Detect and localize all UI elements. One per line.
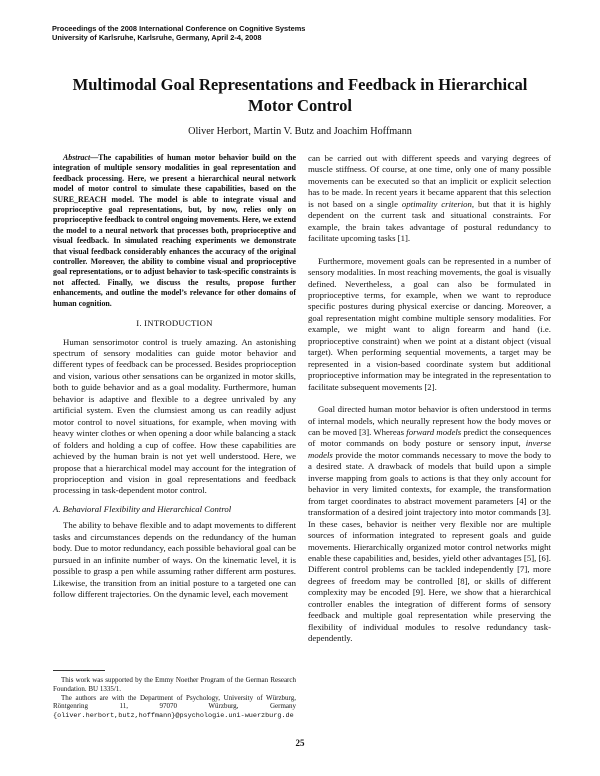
intro-paragraph-2: The ability to behave flexible and to adapt movements to different tasks and circumstances depends on the redundancy of the human body. Due to motor redundancy, each possible behavioral goal can be pursued in an infinite number of ways. On the kinematic level, it is possible to grasp a pen while assuming rather different arm postures. Likewise, the transition from an initial posture to a targeted one can follow different trajectories. On the dynamic level, each movement xyxy=(53,520,296,600)
right-p1-emphasis: optimality criterion xyxy=(401,198,472,209)
footnote-affiliation-text: The authors are with the Department of Psychology, University of Würzburg, Röntgenring 11, 97070 Würzburg, Germany xyxy=(53,693,296,711)
abstract xyxy=(53,153,296,309)
intro-paragraph-1: Human sensorimotor control is truely amazing. An astonishing spectrum of sensory modalities can guide motor behavior and different types of feedback can be processed. Besides proprioception and vision, various other sensations can be organized in motor skills, both to guide behavior and as a goal modality. Furthermore, human behavior is adaptive and flexible to a degree unrivaled by any artificial system. Even the clumsiest among us can readily adjust motor control to novel situations, for example, when moving with heavy winter clothes or when opening a door while balancing a stack of folders and holding a cup of coffee. How these capabilities are achieved by the human brain is not yet well understood. Here, we propose that a hierarchical model may account for the integration of proprioception and vision in goal representations and feedback processing in task-dependent motor control. xyxy=(53,336,296,496)
proceedings-header xyxy=(52,24,552,42)
left-column xyxy=(53,153,296,601)
footnote-funding: This work was supported by the Emmy Noether Program of the German Research Foundation. BU 1335/1. xyxy=(53,676,296,693)
footnote-email: {oliver.herbort,butz,hoffmann}@psychologie.uni-wuerzburg.de xyxy=(53,712,294,721)
page-number: 25 xyxy=(295,738,305,748)
paper-title: Multimodal Goal Representations and Feedback in Hierarchical Motor Control xyxy=(72,75,528,115)
right-column xyxy=(308,153,551,645)
abstract-text: The capabilities of human motor behavior build on the integration of multiple sensory modalities in goal representation and feedback processing. Here, we present a hierarchical neural network model of motor control to simulate these capabilities, based on the SURE_REACH model. The model is able to integrate visual and proprioceptive goal representations, but, by now, relies only on proprioceptive feedback to control ongoing movements. Here, we extend the model to a neural network that processes both, proprioceptive and visual feedback. In simulated reaching experiments we demonstrate that visual feedback considerably enhances the accuracy of the original controller. Moreover, the ability to combine visual and proprioceptive goal representations, or to adjust behavior to task-specific constraints is not affected. Finally, we discuss the results, propose further enhancements, and outline the model’s relevance for other domains of human cognition. xyxy=(53,153,296,308)
abstract-dash: — xyxy=(90,153,99,162)
right-p1-part-b: , but that it is highly dependent on the current task and situational constraints. For example, the brain takes advantage of postural redundancy to facilitate upcoming tasks [1]. xyxy=(308,198,551,244)
subsection-heading: A. Behavioral Flexibility and Hierarchical Control xyxy=(53,503,232,514)
section-heading-introduction: I. INTRODUCTION xyxy=(136,318,213,329)
proceedings-line-1: Proceedings of the 2008 International Conference on Cognitive Systems xyxy=(52,24,306,33)
footnote-rule xyxy=(53,670,105,671)
right-p1-part-a: can be carried out with different speeds and varying degrees of muscle stiffness. Of course, at one time, only one of many possible movements can be executed so that an implicit or explicit selection has to be made. In recent years it became apparent that this selection is not based on a single xyxy=(308,153,551,209)
right-paragraph-3 xyxy=(308,404,551,645)
abstract-lead: Abstract xyxy=(63,153,91,162)
right-p3-part-a: Goal directed human motor behavior is often understood in terms of internal models, which neurally represent how the body moves or can be moved [3]. Whereas xyxy=(308,404,551,437)
right-paragraph-2: Furthermore, movement goals can be represented in a number of sensory modalities. In most reaching movements, the goal is visually defined. Nevertheless, a goal can also be formulated in proprioceptive terms, for example, when we want to reproduce specific postures during physical exercise or dancing. Moreover, a goal representation might combine multiple sensory modalities. For example, we might want to align forearm and hand (i.e. proprioceptive constraint) when we point at a distant object (visual target). When performing sequential movements, a target may be represented in a vision-based coordinate system but additional proprioceptive information may be integrated in the representation to facilitate subsequent movements [2]. xyxy=(308,255,551,392)
right-p3-emphasis-2: inverse models xyxy=(308,438,551,460)
footnotes xyxy=(53,676,296,721)
paper-authors: Oliver Herbort, Martin V. Butz and Joachim Hoffmann xyxy=(188,126,412,137)
right-paragraph-1 xyxy=(308,153,551,245)
right-p3-part-b: predict the consequences of motor commands on body posture or sensory input, xyxy=(308,426,551,449)
right-p3-emphasis-1: forward models xyxy=(406,426,462,437)
footnote-affiliation xyxy=(53,694,296,721)
right-p3-part-c: provide the motor commands necessary to move the body to a desired state. A drawback of models that build upon a simple inverse mapping from goals to actions is that they only account for behavior in very limited contexts, for example, the transformation from target coordinates to abstract movement parameters [4] or the transformation of a desired joint trajectory into motor commands [3]. In these cases, behavior is neither very flexible nor are multiple sources of information integrated to represent goals and guide movements. Hierarchically organized motor control networks might enable these capabilities and, besides, yield other advantages [5], [6]. Different control problems can be tackled independently [7], more degrees of freedom may be controlled [8], or skills of different complexity may be encoded [9]. Here, we show that a hierarchical controller enables the integration of different forms of sensory feedback and multiple goal representation while preserving the flexibility of individual modules to resolve redundancy task-dependently. xyxy=(308,449,551,644)
proceedings-line-2: University of Karlsruhe, Karlsruhe, Germany, April 2-4, 2008 xyxy=(52,33,262,42)
